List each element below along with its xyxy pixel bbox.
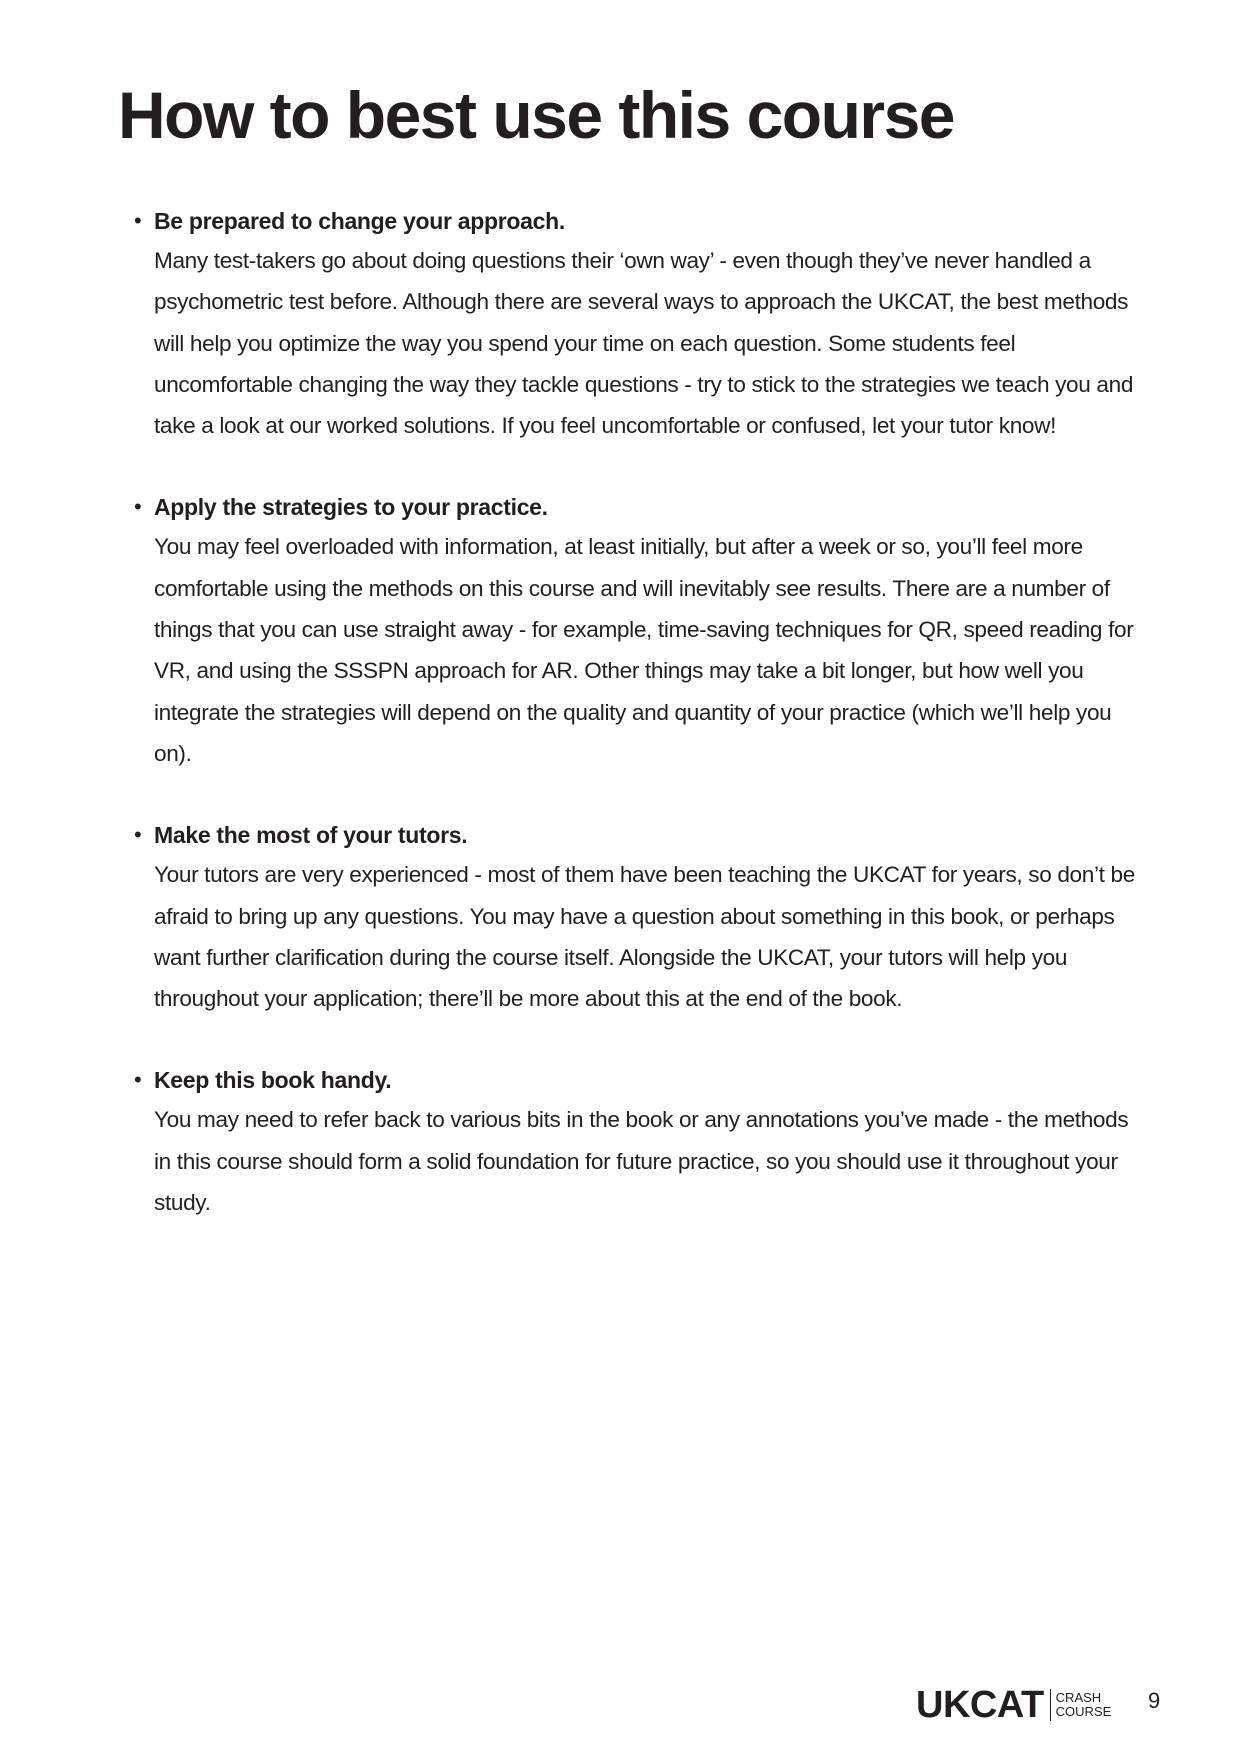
tip-heading: Apply the strategies to your practice. <box>154 494 548 521</box>
tip-heading: Make the most of your tutors. <box>154 822 468 849</box>
ukcat-crash-course-logo <box>916 1680 1111 1730</box>
logo-subtitle-line1: CRASH <box>1055 1690 1102 1705</box>
bullet-icon: • <box>134 494 142 520</box>
bullet-icon: • <box>134 1067 142 1093</box>
tip-item <box>0 202 1240 446</box>
bullet-icon: • <box>134 208 142 233</box>
page-number: 9 <box>1148 1688 1161 1713</box>
logo-wordmark: UKCAT <box>916 1684 1044 1726</box>
tip-body: Your tutors are very experienced - most of them have been teaching the UKCAT for years, so don’t be afraid to bring up any questions. You may have a question about something in this book, or perhaps want further clarification during the course itself. Alongside the UKCAT, your tutors will help you throughout your application; there’ll be more about this at the end of the book. <box>154 862 1135 1012</box>
tip-item <box>0 488 1240 774</box>
tip-heading: Keep this book handy. <box>154 1067 392 1094</box>
tip-heading: Be prepared to change your approach. <box>154 208 565 234</box>
bullet-icon: • <box>134 822 142 848</box>
tip-body: Many test-takers go about doing questions their ‘own way’ - even though they’ve never handled a psychometric test before. Although there are several ways to approach the UKCAT, the best methods will help you optimize the way you spend your time on each question. Some students feel uncomfortable changing the way they tackle questions - try to stick to the strategies we teach you and take a look at our worked solutions. If you feel uncomfortable or confused, let your tutor know! <box>154 248 1134 439</box>
logo-subtitle <box>1056 1691 1112 1719</box>
logo-subtitle-line2: COURSE <box>1055 1704 1112 1719</box>
tip-body: You may feel overloaded with information, at least initially, but after a week or so, you’ll feel more comfortable using the methods on this course and will inevitably see results. There are a number of things that you can use straight away - for example, time-saving techniques for QR, speed reading for VR, and using the SSSPN approach for AR. Other things may take a bit longer, but how well you integrate the strategies will depend on the quality and quantity of your practice (which we’ll help you on). <box>154 534 1134 766</box>
tips-list <box>0 202 1240 1265</box>
tip-item <box>0 1061 1240 1223</box>
page-title: How to best use this course <box>118 78 954 152</box>
tip-body: You may need to refer back to various bits in the book or any annotations you’ve made - the methods in this course should form a solid foundation for future practice, so you should use it throughout your study. <box>154 1107 1129 1216</box>
logo-divider <box>1050 1689 1051 1721</box>
tip-item <box>0 816 1240 1019</box>
